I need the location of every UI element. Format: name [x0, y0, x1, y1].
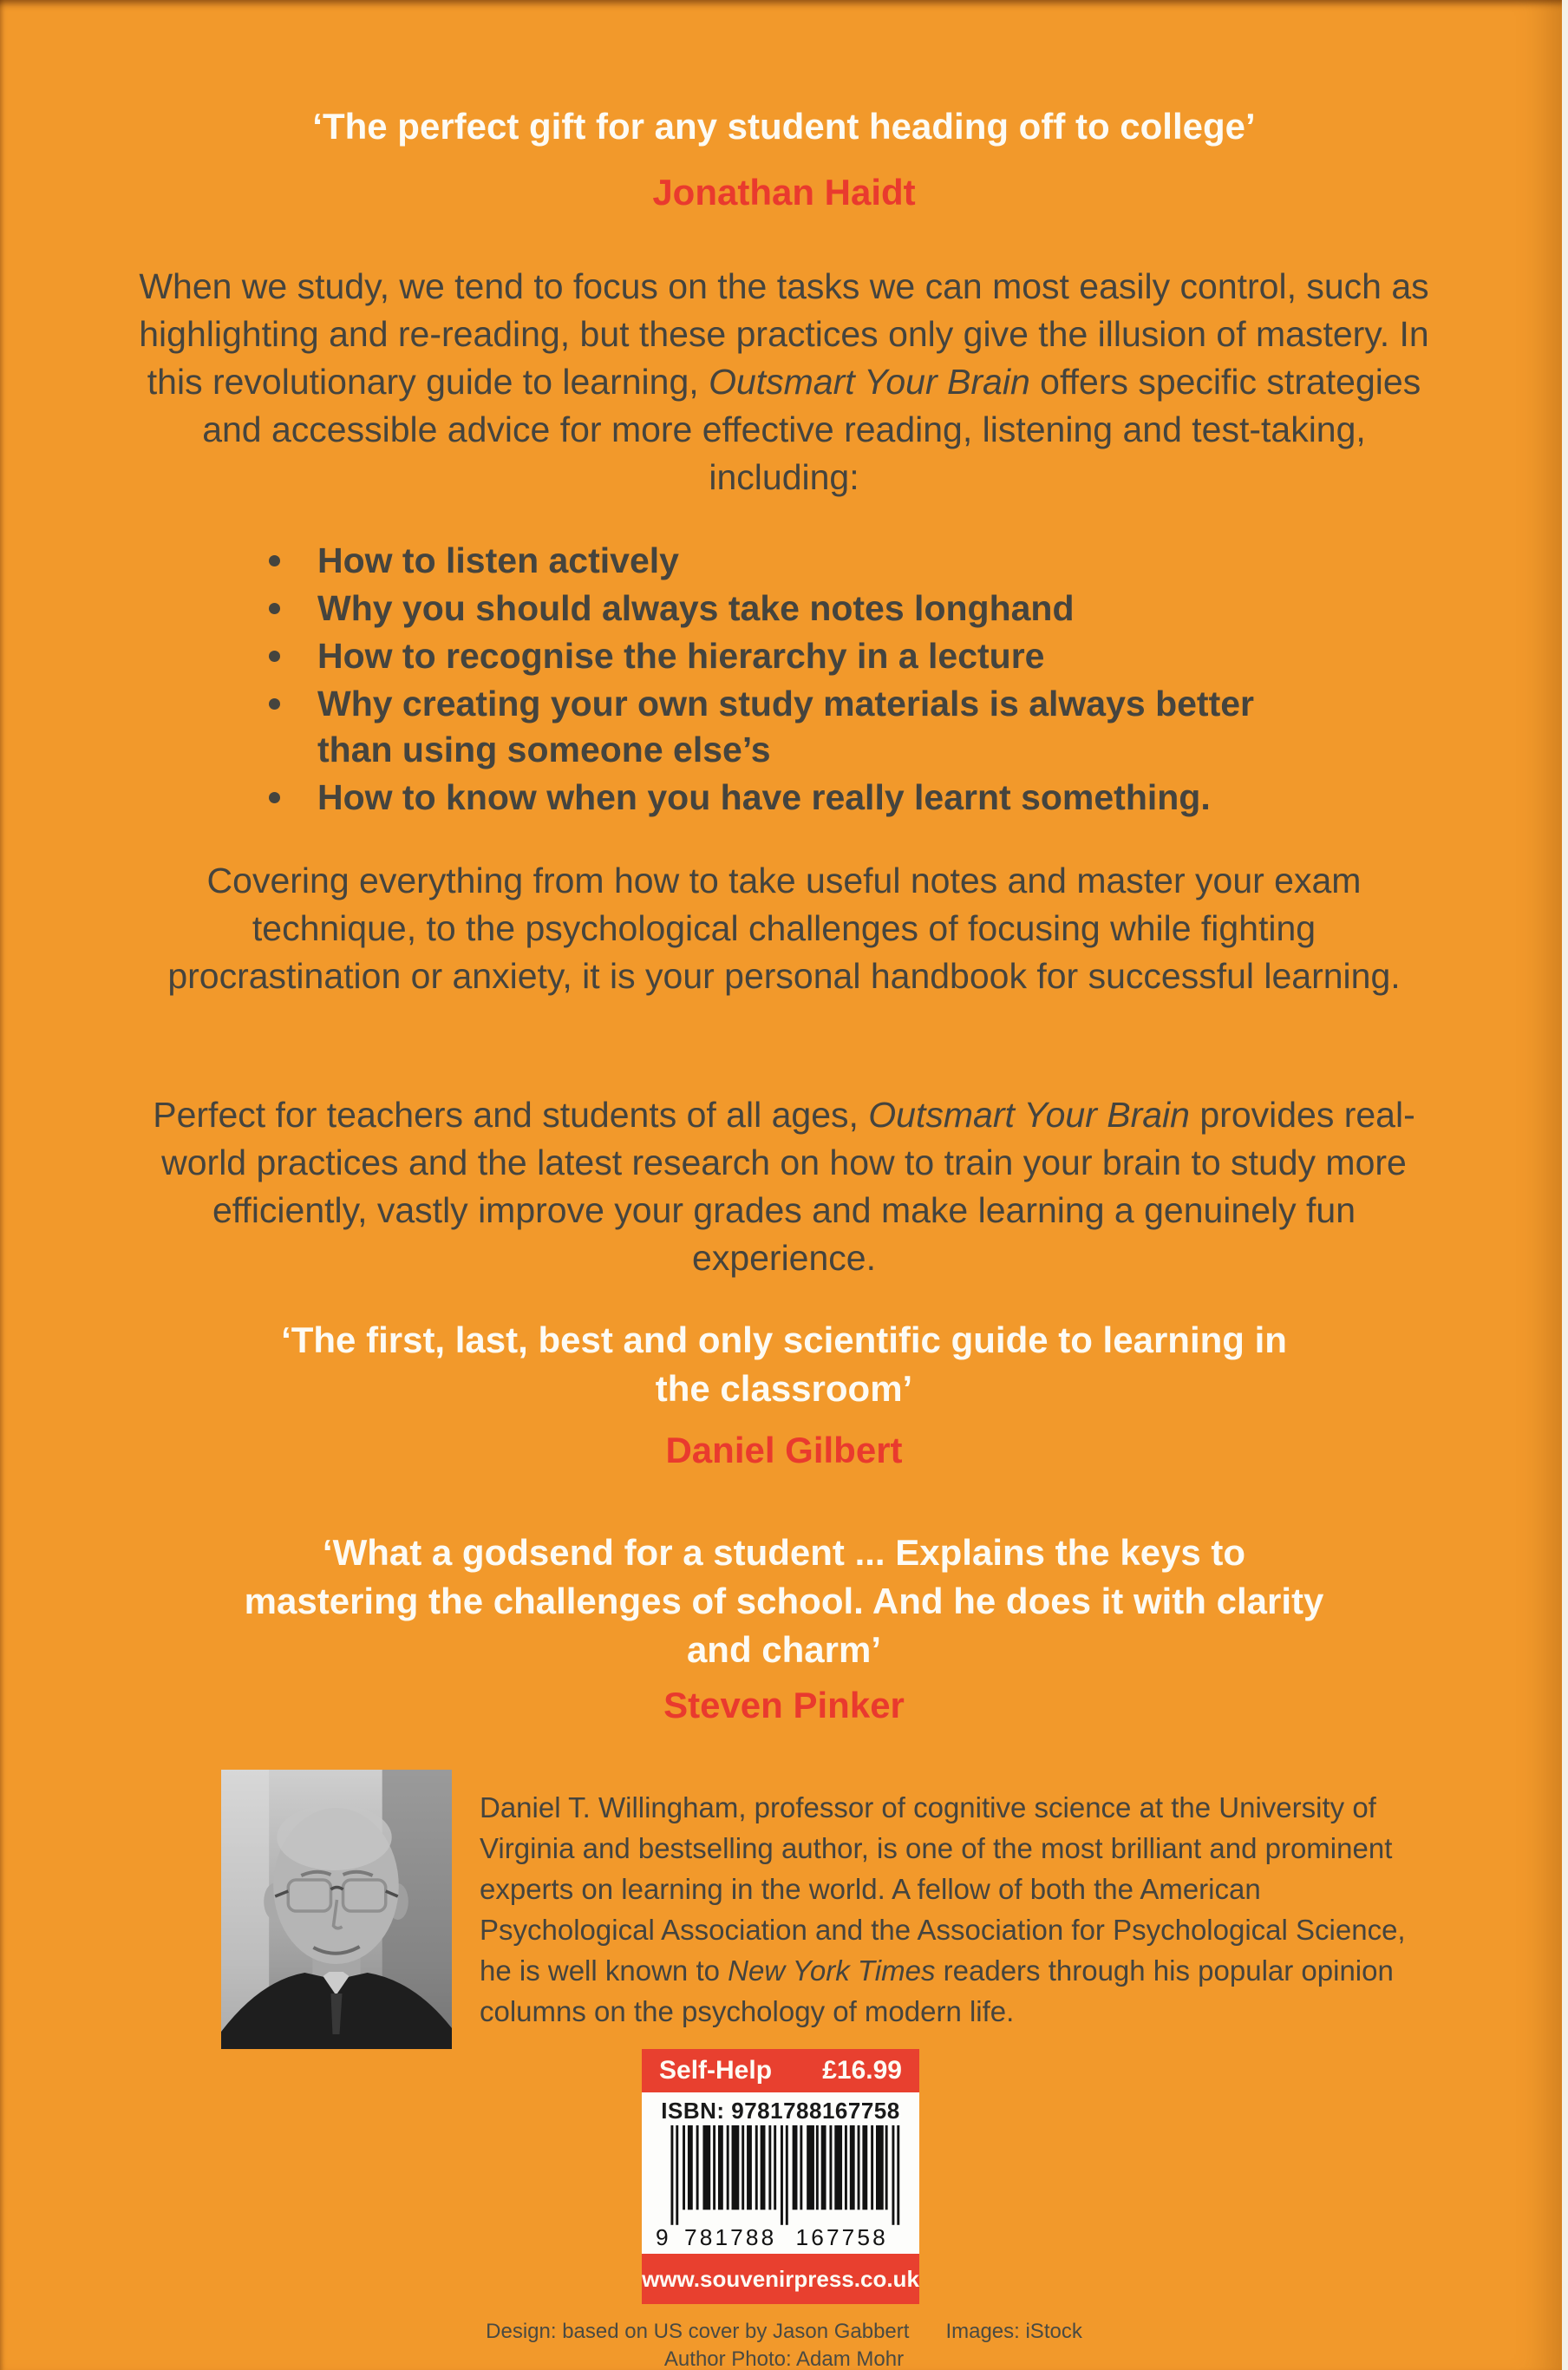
category-price-bar	[642, 2049, 919, 2092]
list-item: Why creating your own study materials is always better than using someone else’s	[260, 681, 1254, 773]
author-photo	[221, 1770, 452, 2049]
barcode-digits-group1: 781788	[684, 2224, 774, 2250]
gilbert-quote	[0, 1316, 1568, 1413]
book-title-italic: Outsmart Your Brain	[709, 362, 1030, 402]
ean13-barcode	[652, 2124, 909, 2250]
design-credit: Design: based on US cover by Jason Gabbert	[486, 2320, 910, 2343]
feature-bullet-list	[260, 538, 1284, 822]
sales-block	[642, 2049, 919, 2304]
publisher-website-bar	[642, 2254, 919, 2304]
top-quote	[0, 102, 1568, 151]
gilbert-quote-text: ‘The first, last, best and only scientific guide to learning in the classroom’	[281, 1319, 1287, 1409]
list-item: How to know when you have really learnt something.	[260, 775, 1284, 821]
bio-text: Daniel T. Willingham, professor of cognitive science at the University of Virginia and bestselling author, is one of the most brilliant and prominent experts on learning in the world. A fellow of both the American Psychological Association and the Association for Psychological Science, he is well known to	[480, 1791, 1406, 1987]
barcode-digits-group2: 167758	[795, 2224, 885, 2250]
category-label: Self-Help	[659, 2056, 773, 2085]
author-bio	[480, 1787, 1438, 2032]
isbn-label: ISBN: 9781788167758	[661, 2098, 900, 2124]
gilbert-attribution: Daniel Gilbert	[665, 1430, 903, 1470]
intro-text-after: offers specific strategies and accessible advice for more effective reading, listening and test-taking, including:	[202, 362, 1421, 497]
images-credit: Images: iStock	[945, 2320, 1082, 2343]
book-title-italic: Outsmart Your Brain	[868, 1095, 1190, 1135]
perfect-text-after: provides real-world practices and the latest research on how to train your brain to study more efficiently, vastly improve your grades and make learning a genuinely fun experience.	[161, 1095, 1415, 1278]
pinker-attribution: Steven Pinker	[663, 1685, 905, 1725]
intro-paragraph	[0, 263, 1568, 501]
intro-text: When we study, we tend to focus on the tasks we can most easily control, such as highlighting and re-reading, but these practices only give the illusion of mastery. In this revolutionary guide to learning,	[139, 266, 1429, 402]
author-photo-credit: Author Photo: Adam Mohr	[663, 2347, 905, 2370]
credits	[0, 2318, 1568, 2370]
author-portrait-illustration	[221, 1770, 452, 2049]
price-label: £16.99	[822, 2056, 902, 2085]
top-quote-text: ‘The perfect gift for any student heading off to college’	[312, 106, 1256, 147]
perfect-text: Perfect for teachers and students of all ages,	[153, 1095, 869, 1135]
bio-text-after: readers through his popular opinion columns on the psychology of modern life.	[480, 1954, 1394, 2027]
covering-paragraph: Covering everything from how to take useful notes and master your exam technique, to the psychological challenges of focusing while fighting procrastination or anxiety, it is your personal handbook for successful learning.	[167, 861, 1401, 996]
nyt-italic: New York Times	[728, 1954, 936, 1987]
credits-line-1	[0, 2318, 1568, 2346]
top-quote-attribution: Jonathan Haidt	[652, 172, 916, 213]
list-item: Why you should always take notes longhand	[260, 586, 1284, 632]
barcode-box	[642, 2092, 919, 2254]
barcode-digit-lead: 9	[655, 2224, 669, 2250]
list-item: How to listen actively	[260, 538, 1284, 584]
publisher-url: www.souvenirpress.co.uk	[642, 2265, 919, 2292]
list-item: How to recognise the hierarchy in a lecture	[260, 633, 1284, 679]
credits-line-2	[0, 2346, 1568, 2370]
perfect-paragraph	[0, 1091, 1568, 1282]
pinker-quote-text: ‘What a godsend for a student ... Explains the keys to mastering the challenges of school. And he does it with clarity and charm’	[244, 1532, 1324, 1670]
pinker-quote	[0, 1529, 1568, 1674]
